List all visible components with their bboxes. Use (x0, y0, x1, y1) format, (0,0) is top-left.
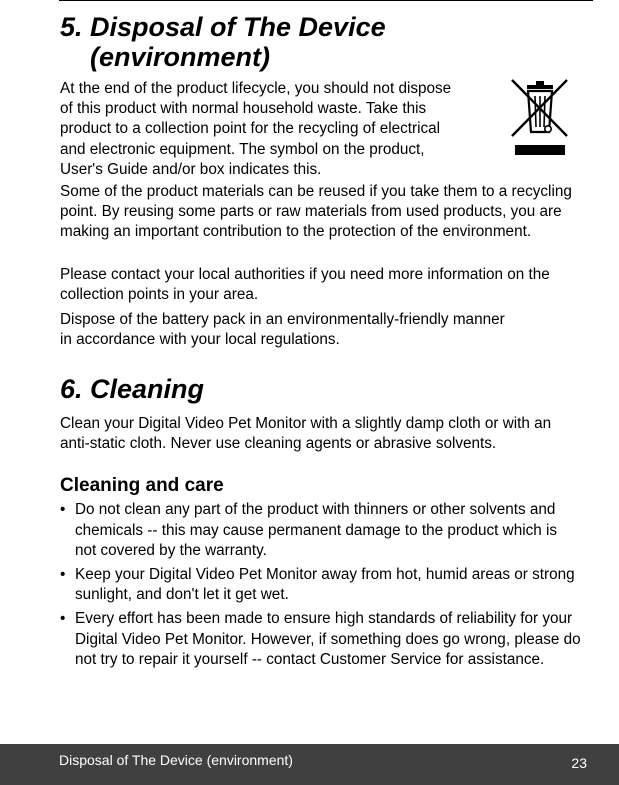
crossed-out-wheelie-bin-icon (509, 76, 571, 156)
section-title-cleaning: 6. Cleaning (60, 374, 205, 404)
page-footer (0, 744, 619, 785)
disposal-paragraph-1 (60, 79, 451, 180)
top-rule (59, 0, 593, 1)
cleaning-intro: Clean your Digital Video Pet Monitor with a slightly damp cloth or with an anti-static cloth. Never use cleaning agents or abrasive solvents. (60, 415, 552, 453)
section-title-disposal-line2: (environment) (90, 42, 271, 72)
p1-line: product to a collection point for the recycling of electrical (60, 120, 441, 138)
section-title-disposal-line1: 5. Disposal of The Device (60, 12, 386, 42)
p1-line: of this product with normal household waste. Take this (60, 100, 427, 118)
section-title-disposal (60, 12, 386, 72)
cleaning-bullet-list (60, 500, 600, 674)
footer-title: Disposal of The Device (environment) (59, 752, 293, 768)
list-item: • Every effort has been made to ensure high standards of reliability for your Digital Video Pet Monitor. However, if something does go wrong, please do not try to repair it yourself -- contact Customer Service for assistance. (60, 609, 595, 671)
cleaning-subheading: Cleaning and care (60, 475, 224, 496)
list-item: • Keep your Digital Video Pet Monitor away from hot, humid areas or strong sunlight, and don't let it get wet. (60, 565, 580, 606)
list-item: • Do not clean any part of the product with thinners or other solvents and chemicals -- this may cause permanent damage to the product which is not covered by the warranty. (60, 500, 575, 562)
page-number: 23 (571, 755, 587, 771)
p1-line: At the end of the product lifecycle, you should not dispose (60, 80, 452, 97)
p1-line: User's Guide and/or box indicates this. (60, 160, 322, 178)
p4-line: in accordance with your local regulations. (60, 331, 340, 349)
p1-line: and electronic equipment. The symbol on the product, (60, 140, 425, 158)
disposal-paragraph-4 (60, 310, 505, 350)
disposal-paragraph-3: Please contact your local authorities if you need more information on the collection points in your area. (60, 266, 550, 304)
p4-line: Dispose of the battery pack in an environmentally-friendly manner (60, 311, 505, 328)
disposal-paragraph-2: Some of the product materials can be reused if you take them to a recycling point. By reusing some parts or raw materials from used products, you are making an important contribution to the protection of the environment. (60, 183, 572, 241)
